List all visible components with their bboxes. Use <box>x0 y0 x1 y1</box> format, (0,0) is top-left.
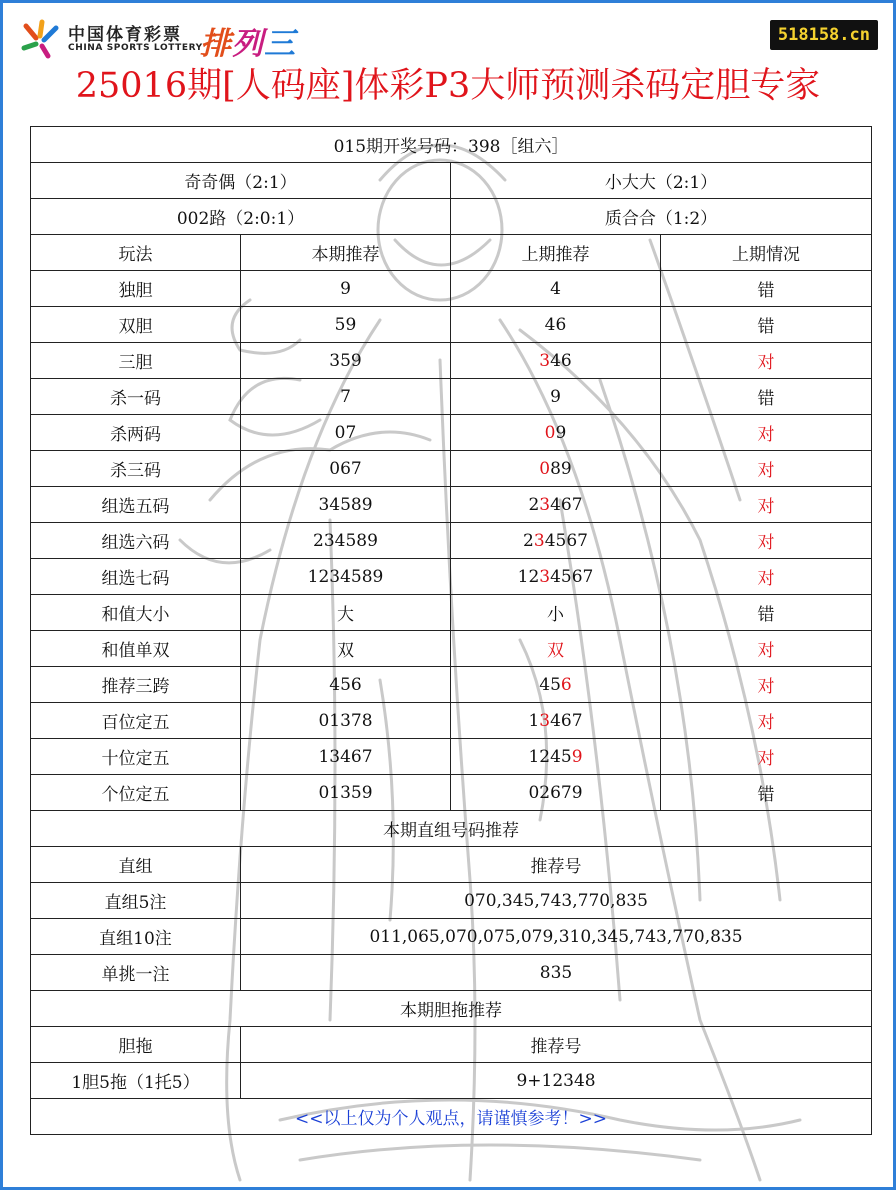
table-row <box>31 415 872 451</box>
play-type: 和值单双 <box>31 631 241 667</box>
direct-combo-value: 011,065,070,075,079,310,345,743,770,835 <box>241 919 872 955</box>
previous-result: 对 <box>661 739 872 775</box>
previous-result: 对 <box>661 523 872 559</box>
digit: 1245 <box>528 746 572 767</box>
column-header: 玩法 <box>31 235 241 271</box>
previous-result: 对 <box>661 487 872 523</box>
game-char: 三 <box>264 26 296 62</box>
column-header: 上期推荐 <box>451 235 661 271</box>
play-type: 推荐三跨 <box>31 667 241 703</box>
route-pattern: 002路（2:0:1） <box>31 199 451 235</box>
current-pick: 01359 <box>241 775 451 811</box>
page-header <box>0 0 896 120</box>
summary-row <box>31 163 872 199</box>
direct-combo-title-row <box>31 811 872 847</box>
table-row <box>31 703 872 739</box>
direct-combo-value: 070,345,743,770,835 <box>241 883 872 919</box>
play-type: 组选五码 <box>31 487 241 523</box>
digit: 02679 <box>528 782 583 803</box>
table-row <box>31 559 872 595</box>
table-row <box>31 1063 872 1099</box>
play-type: 组选六码 <box>31 523 241 559</box>
play-type: 三胆 <box>31 343 241 379</box>
banker-drag-label: 1胆5拖（1托5） <box>31 1063 241 1099</box>
draw-result-row <box>31 127 872 163</box>
previous-pick <box>451 559 661 595</box>
digit: 467 <box>550 710 583 731</box>
table-row <box>31 523 872 559</box>
previous-pick <box>451 451 661 487</box>
banker-drag-value: 9+12348 <box>241 1063 872 1099</box>
table-row <box>31 451 872 487</box>
digit: 9 <box>550 386 561 407</box>
previous-pick <box>451 631 661 667</box>
current-pick: 01378 <box>241 703 451 739</box>
table-row <box>31 739 872 775</box>
previous-result: 对 <box>661 703 872 739</box>
current-pick: 9 <box>241 271 451 307</box>
site-badge[interactable]: 518158.cn <box>770 20 878 50</box>
hit-digit: 3 <box>539 566 551 587</box>
current-pick: 1234589 <box>241 559 451 595</box>
current-pick: 双 <box>241 631 451 667</box>
play-type: 组选七码 <box>31 559 241 595</box>
draw-result: 015期开奖号码：398［组六］ <box>31 127 872 163</box>
current-pick: 07 <box>241 415 451 451</box>
previous-pick <box>451 307 661 343</box>
play-type: 双胆 <box>31 307 241 343</box>
digit: 4 <box>550 278 561 299</box>
table-row <box>31 379 872 415</box>
table-row <box>31 919 872 955</box>
previous-result: 错 <box>661 595 872 631</box>
current-pick: 234589 <box>241 523 451 559</box>
current-pick: 456 <box>241 667 451 703</box>
table-row <box>31 307 872 343</box>
banker-drag-title-row <box>31 991 872 1027</box>
previous-result: 错 <box>661 307 872 343</box>
table-row <box>31 343 872 379</box>
size-pattern: 小大大（2:1） <box>451 163 872 199</box>
direct-combo-label: 直组10注 <box>31 919 241 955</box>
digit: 12 <box>517 566 540 587</box>
footnote: <<以上仅为个人观点，请谨慎参考！>> <box>31 1099 872 1135</box>
page-title: 25016期[人码座]体彩P3大师预测杀码定胆专家 <box>75 66 821 106</box>
prediction-table <box>30 126 872 1135</box>
previous-result: 对 <box>661 343 872 379</box>
previous-pick <box>451 703 661 739</box>
column-header: 直组 <box>31 847 241 883</box>
digit: 4567 <box>550 566 594 587</box>
previous-result: 对 <box>661 631 872 667</box>
current-pick: 7 <box>241 379 451 415</box>
direct-combo-header-row <box>31 847 872 883</box>
column-header: 本期推荐 <box>241 235 451 271</box>
previous-pick <box>451 343 661 379</box>
banker-drag-title: 本期胆拖推荐 <box>31 991 872 1027</box>
previous-result: 对 <box>661 451 872 487</box>
previous-pick <box>451 487 661 523</box>
digit: 2 <box>523 530 534 551</box>
current-pick: 13467 <box>241 739 451 775</box>
game-name <box>200 18 296 63</box>
previous-result: 错 <box>661 271 872 307</box>
table-row <box>31 775 872 811</box>
brand-cn: 中国体育彩票 <box>68 25 182 45</box>
predict-header-row <box>31 235 872 271</box>
previous-result: 对 <box>661 415 872 451</box>
previous-pick <box>451 415 661 451</box>
hit-digit: 6 <box>560 674 572 695</box>
summary-row <box>31 199 872 235</box>
current-pick: 大 <box>241 595 451 631</box>
current-pick: 359 <box>241 343 451 379</box>
game-char: 排 <box>200 26 232 62</box>
table-row <box>31 271 872 307</box>
previous-pick <box>451 379 661 415</box>
table-row <box>31 595 872 631</box>
previous-result: 对 <box>661 667 872 703</box>
play-type: 个位定五 <box>31 775 241 811</box>
previous-pick <box>451 739 661 775</box>
digit: 45 <box>539 674 561 695</box>
previous-pick <box>451 775 661 811</box>
odd-even-pattern: 奇奇偶（2:1） <box>31 163 451 199</box>
direct-combo-label: 直组5注 <box>31 883 241 919</box>
hit-digit: 0 <box>544 422 556 443</box>
table-row <box>31 667 872 703</box>
play-type: 杀两码 <box>31 415 241 451</box>
play-type: 和值大小 <box>31 595 241 631</box>
china-sports-lottery-logo <box>20 16 320 62</box>
column-header: 胆拖 <box>31 1027 241 1063</box>
digit: 46 <box>550 350 572 371</box>
play-type: 独胆 <box>31 271 241 307</box>
column-header: 推荐号 <box>241 1027 872 1063</box>
hit-digit: 双 <box>547 641 564 661</box>
play-type: 十位定五 <box>31 739 241 775</box>
column-header: 上期情况 <box>661 235 872 271</box>
table-row <box>31 955 872 991</box>
footnote-row <box>31 1099 872 1135</box>
direct-combo-title: 本期直组号码推荐 <box>31 811 872 847</box>
previous-pick <box>451 271 661 307</box>
current-pick: 067 <box>241 451 451 487</box>
digit: 89 <box>550 458 572 479</box>
table-row <box>31 883 872 919</box>
hit-digit: 3 <box>533 530 545 551</box>
hit-digit: 0 <box>539 458 551 479</box>
banker-drag-header-row <box>31 1027 872 1063</box>
previous-result: 错 <box>661 775 872 811</box>
table-row <box>31 487 872 523</box>
current-pick: 59 <box>241 307 451 343</box>
digit: 9 <box>555 422 567 443</box>
current-pick: 34589 <box>241 487 451 523</box>
previous-result: 对 <box>661 559 872 595</box>
previous-pick <box>451 523 661 559</box>
prime-composite-pattern: 质合合（1:2） <box>451 199 872 235</box>
previous-result: 错 <box>661 379 872 415</box>
direct-combo-value: 835 <box>241 955 872 991</box>
lottery-emblem-icon <box>20 18 62 60</box>
column-header: 推荐号 <box>241 847 872 883</box>
play-type: 杀三码 <box>31 451 241 487</box>
hit-digit: 3 <box>539 350 551 371</box>
hit-digit: 3 <box>539 710 551 731</box>
direct-combo-label: 单挑一注 <box>31 955 241 991</box>
hit-digit: 9 <box>571 746 583 767</box>
digit: 小 <box>547 605 564 625</box>
previous-pick <box>451 667 661 703</box>
play-type: 百位定五 <box>31 703 241 739</box>
game-char: 列 <box>232 26 264 62</box>
hit-digit: 3 <box>539 494 551 515</box>
previous-pick <box>451 595 661 631</box>
digit: 2 <box>528 494 540 515</box>
digit: 467 <box>550 494 583 515</box>
play-type: 杀一码 <box>31 379 241 415</box>
brand-en: CHINA SPORTS LOTTERY <box>68 43 203 53</box>
digit: 46 <box>544 314 567 335</box>
digit: 4567 <box>544 530 588 551</box>
digit: 1 <box>528 710 540 731</box>
table-row <box>31 631 872 667</box>
